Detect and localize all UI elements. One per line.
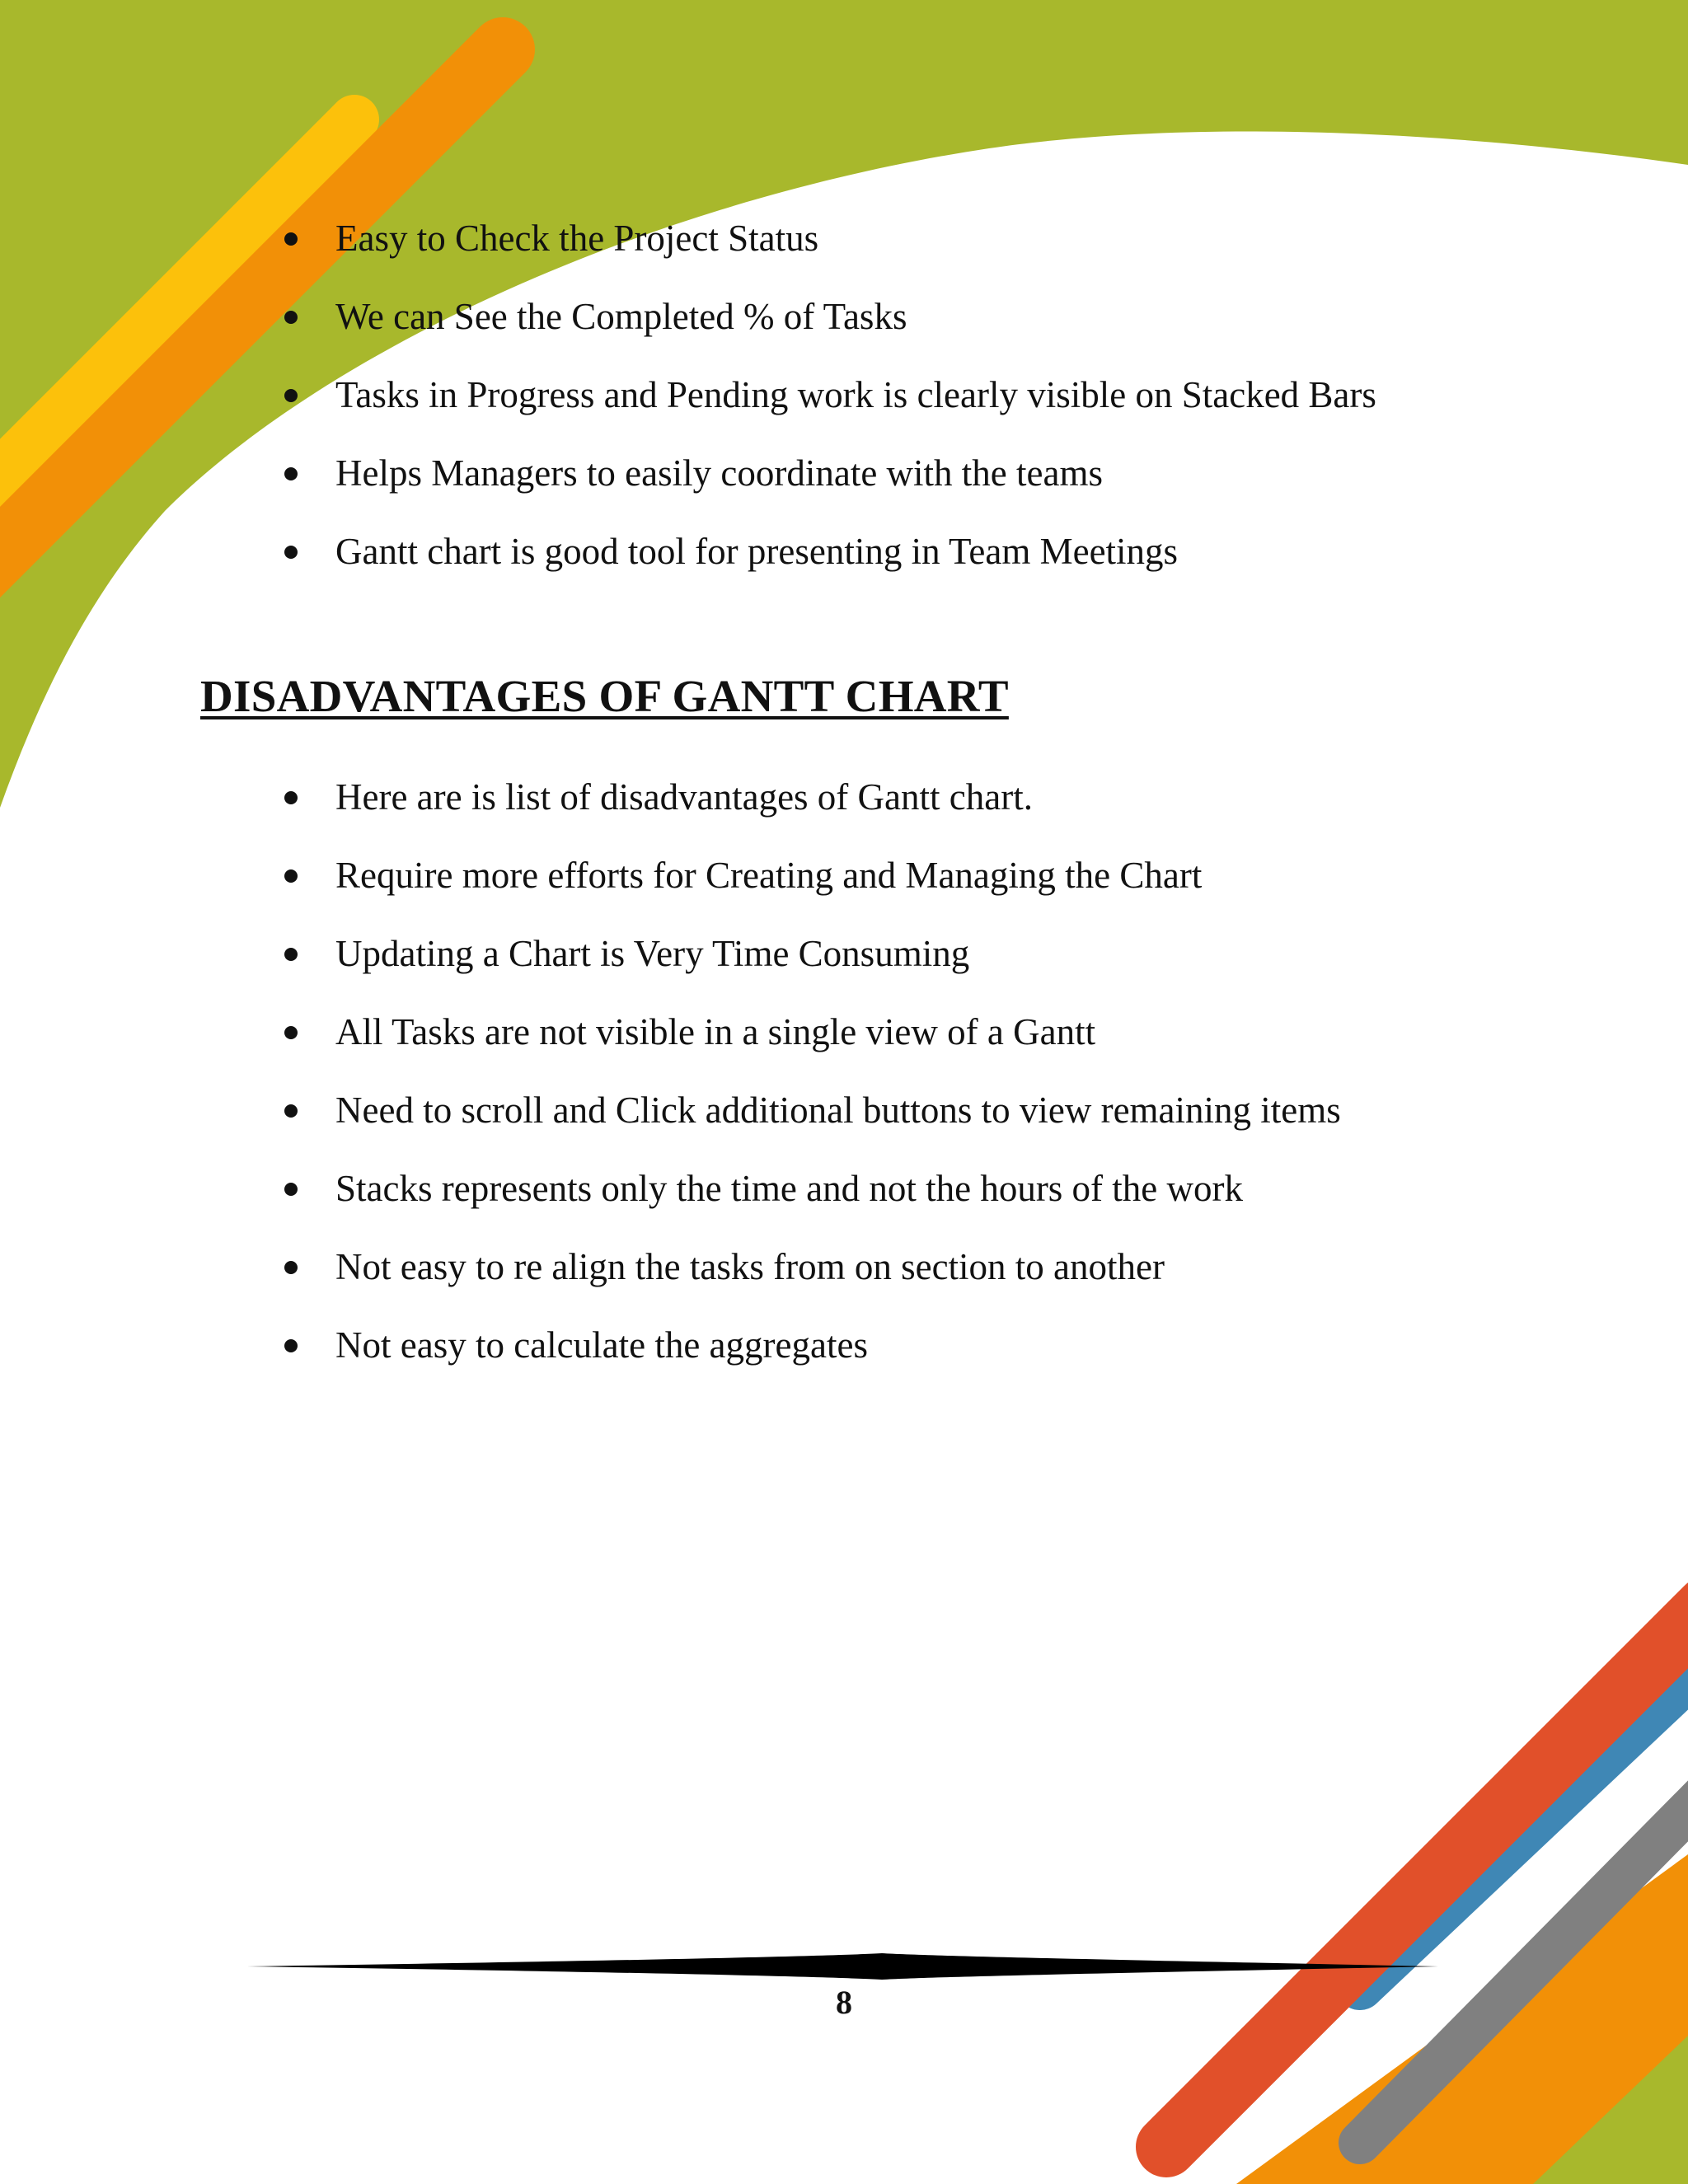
page-number: 8 [836, 1984, 852, 2021]
bullet-icon [284, 791, 298, 804]
disadvantages-list [284, 758, 1488, 1385]
list-item [284, 513, 1488, 591]
bullet-icon [284, 546, 298, 559]
list-item-text: Stacks represents only the time and not the hours of the work [335, 1168, 1244, 1209]
list-item-text: Need to scroll and Click additional buttons to view remaining items [335, 1090, 1341, 1131]
bullet-icon [284, 311, 298, 324]
list-item-text: Tasks in Progress and Pending work is clearly visible on Stacked Bars [335, 374, 1376, 415]
advantages-list [284, 199, 1488, 591]
list-item-text: Easy to Check the Project Status [335, 218, 819, 259]
list-item [284, 993, 1488, 1071]
list-item [284, 1228, 1488, 1306]
bullet-icon [284, 948, 298, 961]
list-item-text: Not easy to re align the tasks from on section to another [335, 1246, 1165, 1287]
bullet-icon [284, 1261, 298, 1274]
list-item-text: Gantt chart is good tool for presenting in Team Meetings [335, 531, 1179, 572]
list-item-text: Here are is list of disadvantages of Gantt chart. [335, 776, 1033, 818]
list-item [284, 199, 1488, 278]
bullet-icon [284, 389, 298, 402]
list-item [284, 915, 1488, 993]
bullet-icon [284, 1183, 298, 1196]
list-item [284, 1150, 1488, 1228]
list-item-text: We can See the Completed % of Tasks [335, 296, 907, 337]
list-item [284, 837, 1488, 915]
list-item [284, 1071, 1488, 1150]
bullet-icon [284, 1339, 298, 1352]
list-item-text: Require more efforts for Creating and Managing the Chart [335, 855, 1203, 896]
bullet-icon [284, 869, 298, 883]
list-item-text: Helps Managers to easily coordinate with the teams [335, 452, 1103, 494]
list-item [284, 1306, 1488, 1385]
list-item [284, 758, 1488, 837]
list-item-text: All Tasks are not visible in a single view of a Gantt [335, 1011, 1096, 1052]
bullet-icon [284, 467, 298, 480]
list-item [284, 356, 1488, 434]
bullet-icon [284, 1104, 298, 1118]
bullet-icon [284, 1026, 298, 1039]
disadvantages-heading: DISADVANTAGES OF GANTT CHART [200, 671, 1009, 721]
list-item-text: Updating a Chart is Very Time Consuming [335, 933, 970, 974]
bullet-icon [284, 232, 298, 246]
list-item [284, 278, 1488, 356]
list-item [284, 434, 1488, 513]
list-item-text: Not easy to calculate the aggregates [335, 1324, 868, 1366]
